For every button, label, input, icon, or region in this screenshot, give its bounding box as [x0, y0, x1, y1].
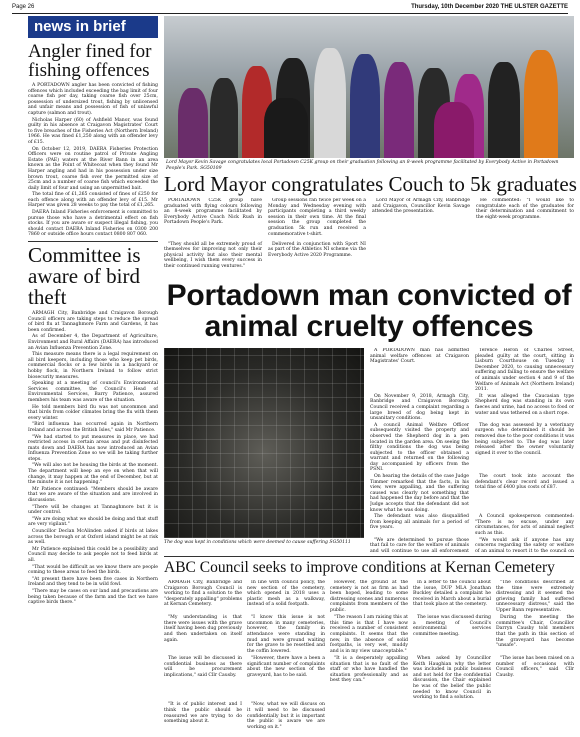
paragraph: Mr Patience explained this could be a possibility and Council may decide to ask people not to feed birds at all.	[28, 546, 158, 563]
bird-theft-body	[28, 311, 158, 606]
lord-mayor-body	[164, 198, 574, 274]
paragraph: "The issue has been raised on a number of occasions with Council officers," said Cllr Causby.	[496, 656, 574, 678]
paragraph: "I know this issue is not uncommon in many cemeteries, however, the family in attendance were standing in mud and were ground waiting for the grave to be resettled and the coffin lowered.	[247, 615, 325, 654]
paragraph: "It is of public interest and I think the public should be reassured we are trying to do something about it.	[164, 702, 242, 725]
paragraph: "There may be cases on our land and precautions are being taken because of the farm and the fact we have captive birds there."	[28, 588, 158, 606]
cemetery-headline: ABC Council seeks to improve conditions at Kernan Cemetery	[164, 559, 555, 576]
paragraph: "We will also not be housing the birds at the moment. The department will keep an eye on when that will change, it may happen at the end of December, but at the minute it is not happening."	[28, 463, 158, 486]
paragraph: A PORTADOWN angler has been convicted of fishing offences which included exceeding the bag limit of four coarse fish per day, taking coarse fish over 25cm, possession of undersized trout, fishing by unlicensed and unfair means and possession of fish of unlawful capture (salmon and trout).	[28, 83, 158, 116]
dateline: Thursday, 10th December 2020 THE ULSTER GAZETTE	[411, 4, 568, 10]
paragraph: "Bird influenza has occurred again in Northern Ireland and across the British Isles," said Mr Patience.	[28, 422, 158, 433]
paragraph: "Now, what we will discuss on it will need to be discussed confidentially but it is important the public is aware we are working on it."	[247, 702, 325, 730]
bird-theft-headline: Committee is aware of bird theft	[28, 243, 141, 310]
paragraph: "My understanding is that there were issues with the grave itself having been dug previously and then undertaken on itself again.	[164, 615, 242, 643]
paragraph: Councillor Declan McAlinden asked if birds at lakes across the borough or at Oxford island might be at risk as well.	[28, 529, 158, 546]
left-column	[28, 16, 158, 734]
paragraph: PORTADOWN C25K group have graduated with flying colours following an 8-week programme facilitated by Everybody Active Coach Nick Rush in Portadown People's Park.	[164, 198, 262, 226]
paragraph: A council Animal Welfare Officer subsequently visited the property and observed the Shepherd dog in a pen located in the garden area. On seeing the filthy conditions the dog was being subjected to the officer obtained a warrant and returned on the following day accompanied by officers from the PSNI.	[370, 422, 469, 473]
paragraph: Mr Patience continued: "Members should be aware that we are aware of the situation and are involved in discussions.	[28, 486, 158, 504]
paragraph: It was alleged the Caucasian type Shepherd dog was standing in its own faeces and urine, had no access to food or water and was tethered on a short rope.	[475, 393, 574, 416]
paragraph: "The conditions described at the time were extremely distressing and it seemed the grieving family had suffered unnecessary distress," said the Upper Bann representative.	[496, 580, 574, 613]
paragraph: On November 9, 2018, Armagh City, Banbridge and Craigavon Borough Council received a complaint regarding a large breed of dog being kept in unsanitary conditions.	[370, 393, 469, 422]
paragraph: ARMAGH City, Banbridge and Craigavon Borough Council is working to find a solution to the "desperately appalling" problems at Kernan Cemetery.	[164, 580, 242, 608]
paragraph: ARMAGH City, Banbridge and Craigavon Borough Council officers are taking steps to reduce the spread of bird flu at Tannaghmore Farm and Gardens, it has been confirmed.	[28, 311, 158, 333]
paragraph: During the meeting the committee's Chair, Councillor Darryn Causby told members that the path in this section of the graveyard has become "unsafe".	[496, 615, 574, 649]
paragraph: "We are doing what we should be doing and that stuff are very vigilant."	[28, 516, 158, 528]
paragraph: "It is a desperately appalling situation that is no fault of the staff or who have handled the situation professionally and as best they can."	[330, 656, 408, 684]
lord-mayor-headline: Lord Mayor congratulates Couch to 5k graduates	[164, 172, 577, 196]
paragraph: As of December 4, the Department of Agriculture, Environment and Rural Affairs (DAERA) has introduced an Avian Influenza Prevention Zone.	[28, 334, 158, 351]
angler-headline: Angler fined for fishing offences	[28, 41, 152, 81]
paragraph: Nicholas Harper (60) of Ashfield Manor, was found guilty in his absence at Craigavon Magistrates' Court to five breaches of the Fisheries Act (Northern Ireland) 1966. He was fined £1,250 along with an offender levy of £15.	[28, 117, 158, 145]
paragraph: The dog was assessed by a veterinary surgeon who determined it should be removed due to the poor conditions it was being subjected to. The dog was later released after the owner voluntarily signed it over to the council.	[475, 422, 574, 456]
animal-cruelty-headline: Portadown man convicted of animal cruelty offences	[166, 279, 572, 343]
paragraph: When asked by Councillor Keith Haughian why the letter was included in public business and not held for the confidential discussion, the Chair explained he was of the belief the public needed to know Council in working to find a solution.	[413, 656, 491, 701]
paragraph: On hearing the details of the case Judge Timmer remarked that the facts, in his view, were appalling, and the suffering caused was clearly not something that had happened the day before and that the Judge accepts that the defendant did not know what he was doing.	[370, 474, 469, 513]
paragraph: "We would ask if anyone has any concerns regarding the safety or welfare of an animal to report it to the council on	[475, 537, 574, 552]
paragraph: A Council spokesperson commented: "There is no excuse, under any circumstances, for acts of animal neglect such as this.	[475, 514, 574, 536]
divider	[164, 556, 574, 557]
page-header	[12, 4, 568, 14]
paragraph: "However, there have a been a significant number of complaints about the new section of the graveyard, has to be said.	[247, 656, 325, 678]
paragraph: He told members bird flu was not uncommon and that birds from colder climates bring the flu with them every winter.	[28, 404, 158, 421]
paragraph: "We are determined to pursue those that fail to care for the welfare of animals and will continue to use all enforcement	[370, 537, 469, 552]
paragraph: In line with council policy, the new section of the cemetery, which opened in 2018 uses a plastic mesh as a walkway, instead of a solid footpath.	[247, 580, 325, 608]
paragraph: The issue will be discussed in confidential business as there will be procurement implications," said Cllr Causby.	[164, 656, 242, 678]
paragraph: "There will be changes at Tannaghmore but it is under control.	[28, 504, 158, 516]
graduates-photo-caption: Lord Mayor Kevin Savage congratulates local Portadown C25K group on their graduation following an 8-week programme facilitated by Everybody Active in Portadown People's Park. SG50109	[166, 160, 559, 171]
paragraph: "We had started to put measures in place, we had restricted access in certain areas and put disinfected mats down and DAERA has now introduced an Avian Influenza Prevention Zone so we will be taking further steps.	[28, 434, 158, 462]
news-in-brief-banner: news in brief	[28, 16, 158, 38]
paragraph: Speaking at a meeting of council's Environmental Services committee, the Council's Head of Environmental Services, Barry Patience, assured members his team was aware of the situation.	[28, 381, 158, 403]
paragraph: "At present there have been five cases in Northern Ireland and they tend to be in wild fowl.	[28, 576, 158, 588]
paragraph: On October 12, 2019, DAERA Fisheries Protection Officers were on routine patrol of Private Angling Estate (PAE) waters at the River Bann in an area known as the Point of Whitecoat when they found Mr Harper angling and had in his possession under size brown trout, coarse fish over the permitted size of 25cm and a number of coarse fish which exceeded the daily limit of four and using an unpermitted bait.	[28, 146, 158, 191]
paragraph: "They should all be extremely proud of themselves for improving not only their physical activity but also their mental wellbeing, I wish them every success in their continued running ventures."	[164, 241, 262, 269]
angler-body	[28, 83, 158, 238]
paragraph: However, the ground at the cemetery is not as firm as had been hoped, leading to some distressing scenes and numerous complaints from members of the public.	[330, 580, 408, 613]
page-number: Page 26	[12, 4, 35, 10]
animal-cruelty-body	[370, 348, 574, 552]
paragraph: "The reason I am raising this at this time is that I have now received a number of consistent complaints. It seems that the new, in the absence of solid footpaths, is very wet, muddy and is in my view unacceptable."	[330, 615, 408, 654]
paragraph: The defendant was also disqualified from keeping all animals for a period of five years.	[370, 514, 469, 531]
paragraph: Lord Mayor of Armagh City, Banbridge and Craigavon, Councillor Kevin Savage attended the presentation.	[372, 198, 470, 215]
paragraph: He commented: "I would like to congratulate each of the graduates for their determination and commitment to the eight-week programme.	[476, 198, 574, 220]
paragraph: Delivered in conjunction with Sport NI as part of the Athletics NI scheme via the Everybody Active 2020 Programme.	[268, 241, 366, 258]
right-column	[164, 16, 577, 734]
paragraph: The court took into account the defendant's clear record and issued a total fine of £400 plus costs of £87.	[475, 474, 574, 491]
paragraph: Group sessions ran twice per week on a Monday and Wednesday evening with participants completing a third weekly session in their own time. At the final session the group completed the graduation 5k run and received a commemorative t-shirt.	[268, 198, 366, 237]
paragraph: The total fine of £1,265 consisted of fines of £250 for each offence along with an offender levy of £15. Mr Harper was given 28 weeks to pay the total of £1,265.	[28, 192, 158, 209]
dog-photo-caption: The dog was kept in conditions which were deemed to cause suffering SG50111	[164, 540, 351, 545]
graduates-group-photo	[164, 16, 574, 158]
paragraph: "That would be difficult as we know there are people coming to these areas to feed the birds.	[28, 564, 158, 576]
paragraph: Terence Heron of Charles Street, pleaded guilty at the court, sitting in Lisburn Courthouse on Tuesday 1 December 2020, to causing unnecessary suffering and failing to ensure the welfare of animals under section 4 and 9 of the Welfare of Animals Act (Northern Ireland) 2011.	[475, 348, 574, 393]
cemetery-body	[164, 580, 574, 732]
paragraph: This measure means there is a legal requirement on all bird keepers, including those who keep pet birds, commercial flocks or a few birds in a backyard or hobby flock, in Northern Ireland to follow strict biosecurity measures.	[28, 352, 158, 380]
paragraph: DAERA Inland Fisheries enforcement is committed to pursue those who have a detrimental effect on fish stocks. If you are aware or suspect illegal fishing, you should contact DAERA Inland Fisheries on 0300 200 7860 or outside office hours contact 0800 807 060.	[28, 210, 158, 238]
divider	[28, 241, 158, 242]
dog-photo	[164, 348, 364, 538]
paragraph: A PORTADOWN man has admitted animal welfare offences at Craigavon Magistrates' Court.	[370, 348, 469, 365]
paragraph: In a letter to the council about the issue, DUP MLA Jonathan Buckley detailed a complaint he received in March about a burial that took place at the cemetery.	[413, 580, 491, 608]
paragraph: The issue was discussed during a meeting of Council's environmental services committee meeting.	[413, 615, 491, 637]
